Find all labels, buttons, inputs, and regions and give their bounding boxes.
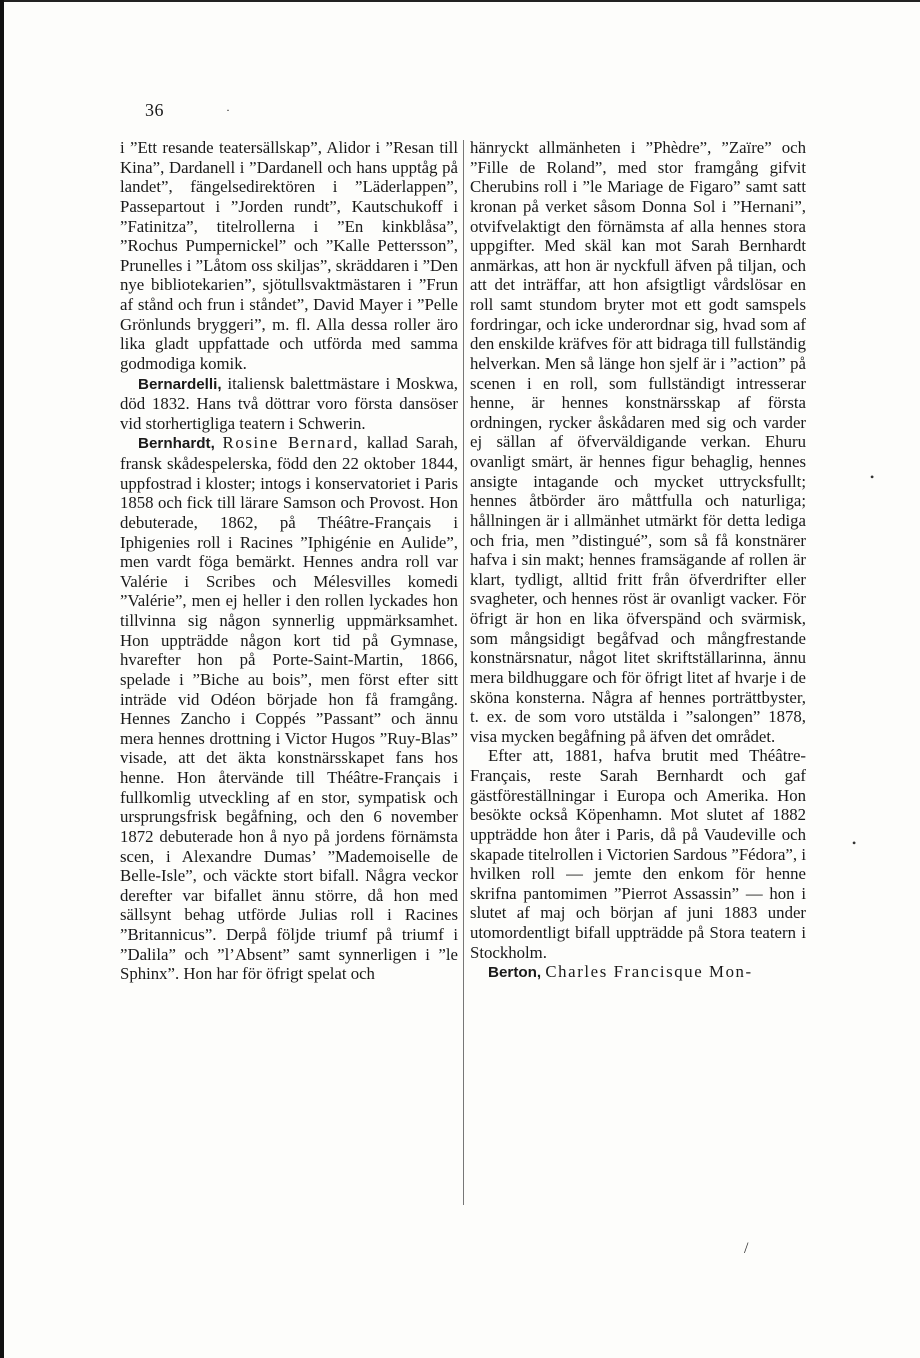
bernhardt-continuation: hänryckt allmänheten i ”Phèdre”, ”Zaïre” och ”Fille de Roland”, med stor framgång gifvit Cherubins roll i ”le Mariage de Figaro” samt satt kronan på verket såsom Donna Sol i ”Hernani”, otvifvelaktigt den förnämsta af alla hennes stora uppgifter. Med skäl kan mot Sarah Bernhardt anmärkas, att hon är nyckfull äfven på tiljan, och att det inträffar, att hon afsigtligt vårdslösar en roll samt stundom bryter mot ett godt samspels fordringar, och icke underordnar sig, hvad som af den enskilde kräfves för att bidraga till fullständig helverkan. Men så länge hon sjelf är i ”action” på scenen i en roll, som fullständigt intresserar henne, är hennes konstnärsskap af första ordningen, rycker åskådaren med sig och varder ej sällan af öfverväldigande verkan. Ehuru ovanligt smärt, är hennes figur behaglig, hennes ansigte intagande och mycket uttrycksfullt; hennes åtbörder äro måttfulla och naturliga; hållningen är i allmänhet utmärkt för detta lediga och fria, men ”distingué”, som så få konstnärer hafva i sin makt; hennes framsägande af rollen är klart, tydligt, alltid fritt från öfverdrifter eller svagheter, och hennes röst är ovanligt vacker. För öfrigt är hon en lika öfverspänd och svärmisk, som mångsidigt begåfvad och mångfrestande konstnärsnatur, något litet skriftställarinna, ännu mera bildhuggare och för öfrigt litet af hvarje i de sköna konsterna. Några af hennes porträttbyster, t. ex. de som voro utstälda i ”salongen” 1878, visa mycken begåfning på äfven det området.: [470, 138, 806, 746]
scan-speck: •: [870, 470, 875, 484]
scan-top-edge: [0, 0, 920, 2]
entry-berton: [470, 962, 806, 983]
page-number: 36: [145, 100, 164, 120]
entry-term-bernhardt: Bernhardt,: [138, 435, 215, 453]
entry-name-bernhardt: Rosine Bernard,: [222, 433, 360, 453]
scan-speck: •: [852, 836, 857, 850]
right-column: [470, 138, 806, 983]
scan-speck: /: [744, 1240, 749, 1257]
entry-continuation: i ”Ett resande teatersällskap”, Alidor i ”Resan till Kina”, Dardanell i ”Dardanell och hans upptåg på landet”, fängelsedirektören i ”Läderlappen”, Passepartout i ”Jorden rundt”, Kautschukoff i ”Fatinitza”, titelrollerna i ”En kinkblåsa”, ”Rochus Pumpernickel” och ”Kalle Pettersson”, Prunelles i ”Låtom oss skiljas”, skräddaren i ”Den nye bibliotekarien”, sjötullsvaktmästaren i ”Frun af stånd och frun i ståndet”, David Mayer i ”Pelle Grönlunds bryggeri”, m. fl. Alla dessa roller äro lika gladt uppfattade och utförda med samma godmodiga komik.: [120, 138, 458, 373]
bernhardt-paragraph-2: Efter att, 1881, hafva brutit med Théâtre-Français, reste Sarah Bernhardt och gaf gästföreställningar i Europa och Amerika. Hon besökte också Köpenhamn. Mot slutet af 1882 uppträdde hon åter i Paris, då på Vaudeville och skapade titelrollen i Victorien Sardous ”Fédora”, i hvilken roll — jemte den enkom för henne skrifna pantomimen ”Pierrot Assassin” — hon i slutet af maj och början af juni 1883 under utomordentligt bifall uppträdde på Stora teatern i Stockholm.: [470, 746, 806, 962]
column-divider: [463, 140, 464, 1205]
entry-bernhardt: [120, 433, 458, 984]
entry-text-bernhardt: kallad Sarah, fransk skådespelerska, född den 22 oktober 1844, uppfostrad i kloster; intogs i konservatoriet i Paris 1858 och fick till lärare Samson och Provost. Hon debuterade, 1862, på Théâtre-Français i Iphigenies roll i Racines ”Iphigénie en Aulide”, men vardt föga bemärkt. Hennes andra roll var Valérie i Scribes och Mélesvilles komedi ”Valérie”, men ej heller i den rollen lyckades hon tillvinna sig någon synnerlig uppmärksamhet. Hon uppträdde någon kort tid på Gymnase, hvarefter hon på Porte-Saint-Martin, 1866, spelade i ”Biche au bois”, men först efter sitt inträde vid Odéon började hon få framgång. Hennes Zancho i Coppés ”Passant” och ännu mera hennes drottning i Victor Hugos ”Ruy-Blas” visade, att det äkta konstnärsskapet fans hos henne. Hon återvände till Théâtre-Français i fullkomlig utveckling af en stor, sympatisk och ursprungsfrisk begåfning, och den 6 november 1872 debuterade hon å nyo på jordens förnämsta scen, i Alexandre Dumas’ ”Mademoiselle de Belle-Isle”, och väckte stort bifall. Några veckor derefter var bifallet ännu större, då hon med sällsynt behag utförde Julias roll i Racines ”Britannicus”. Derpå följde triumf på triumf i ”Dalila” och ”l’Absent” samt synnerligen i ”le Sphinx”. Hon har för öfrigt spelat och: [120, 433, 458, 984]
entry-text-bernardelli: italiensk balettmästare i Moskwa, död 1832. Hans två döttrar voro första dansöser vid storhertigliga teatern i Schwerin.: [120, 373, 458, 433]
scan-left-edge: [0, 0, 4, 1358]
page-dot: ·: [226, 103, 230, 117]
entry-term-bernardelli: Bernardelli,: [138, 375, 222, 393]
entry-term-berton: Berton,: [488, 964, 542, 982]
left-column: [120, 138, 458, 984]
entry-bernardelli: [120, 374, 458, 434]
entry-name-berton: Charles Francisque Mon-: [545, 962, 753, 982]
